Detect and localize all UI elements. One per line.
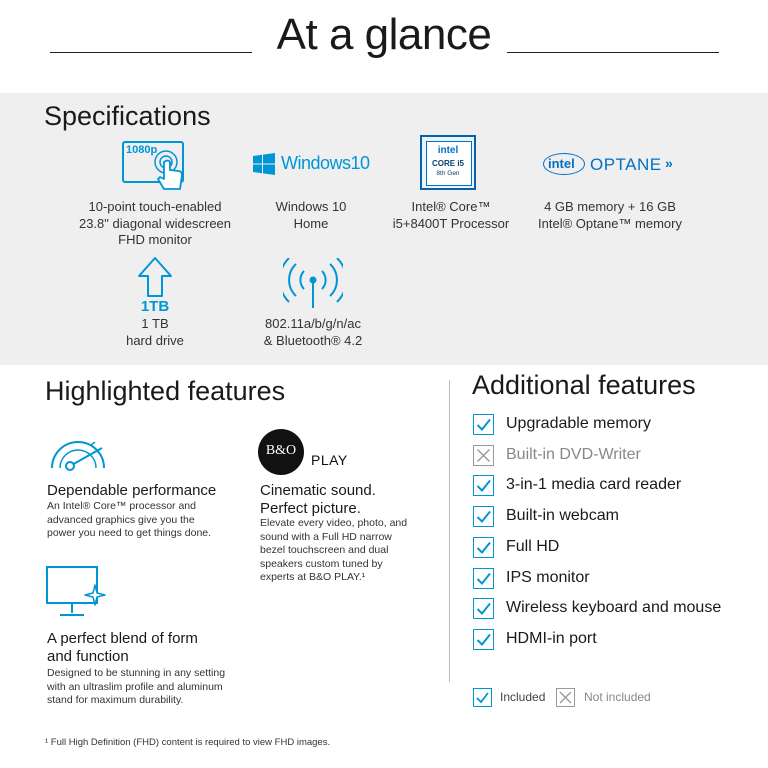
additional-feature-item (473, 506, 763, 530)
additional-feature-label: Wireless keyboard and mouse (506, 599, 722, 617)
monitor-sparkle-icon (45, 565, 107, 621)
optane-logo-text: OPTANE (590, 155, 662, 174)
bo-logo (258, 429, 304, 475)
x-icon (473, 445, 494, 466)
feature-heading-sound: Cinematic sound. Perfect picture. (260, 482, 376, 517)
additional-feature-item (473, 445, 763, 469)
spec-caption-memory: 4 GB memory + 16 GB Intel® Optane™ memory (538, 199, 682, 231)
optane-chevrons-icon: » (665, 155, 673, 171)
highlighted-features-title: Highlighted features (45, 376, 286, 406)
spec-caption-windows: Windows 10 Home (275, 199, 347, 231)
specifications-title: Specifications (44, 101, 211, 131)
check-icon (473, 475, 494, 496)
spec-caption-storage: 1 TB hard drive (126, 316, 184, 348)
legend-x-icon (556, 688, 575, 707)
upload-arrow-icon (137, 256, 173, 298)
additional-feature-item (473, 568, 763, 592)
intel-core-i5-badge (420, 135, 476, 190)
check-icon (473, 506, 494, 527)
feature-body-performance: An Intel® Core™ processor and advanced graphics give you the power you need to get things done. (47, 500, 212, 539)
storage-badge: 1TB (140, 298, 170, 315)
feature-body-design: Designed to be stunning in any setting with an ultraslim profile and aluminum stand for maximum durability. (47, 667, 226, 706)
legend-included-label: Included (500, 690, 546, 704)
additional-feature-label: 3-in-1 media card reader (506, 476, 682, 494)
feature-body-sound: Elevate every video, photo, and sound with a Full HD narrow bezel touchscreen and dual speakers custom tuned by experts at B&O PLAY.¹ (260, 517, 408, 583)
bo-logo-text: B&O (265, 443, 297, 458)
bo-play-text: PLAY (311, 452, 348, 468)
wireless-icon (283, 258, 343, 310)
check-icon (473, 537, 494, 558)
legend (473, 688, 763, 708)
intel-badge-brand: intel (437, 145, 459, 156)
windows-icon (253, 153, 275, 175)
additional-feature-label: Full HD (506, 537, 560, 555)
footnote: ¹ Full High Definition (FHD) content is required to view FHD images. (45, 737, 331, 748)
spec-caption-wireless: 802.11a/b/g/n/ac & Bluetooth® 4.2 (263, 316, 363, 348)
legend-check-icon (473, 688, 492, 707)
additional-feature-item (473, 537, 763, 561)
intel-badge-gen: 8th Gen (436, 170, 460, 177)
windows-logo-text: Windows10 (281, 153, 370, 173)
additional-feature-item (473, 414, 763, 438)
additional-feature-item (473, 475, 763, 499)
windows-logo (253, 153, 378, 177)
additional-feature-label: HDMI-in port (506, 629, 597, 647)
specifications-section (0, 93, 768, 365)
additional-feature-label: IPS monitor (506, 568, 590, 586)
legend-not-included-label: Not included (584, 690, 651, 704)
feature-heading-performance: Dependable performance (47, 482, 217, 499)
additional-feature-label: Built-in DVD-Writer (506, 445, 641, 463)
additional-features-title: Additional features (472, 370, 696, 400)
feature-heading-design: A perfect blend of form and function (47, 630, 198, 665)
intel-badge-model: CORE i5 (431, 159, 464, 168)
additional-feature-label: Upgradable memory (506, 415, 651, 432)
column-divider (449, 380, 450, 682)
check-icon (473, 568, 494, 589)
check-icon (473, 414, 494, 435)
spec-caption-display: 10-point touch-enabled 23.8" diagonal widescreen FHD monitor (78, 199, 232, 247)
intel-optane-logo (543, 151, 683, 181)
header-rule-right (507, 52, 719, 53)
additional-feature-item (473, 629, 763, 653)
additional-feature-label: Built-in webcam (506, 507, 619, 525)
check-icon (473, 598, 494, 619)
intel-logo-text: intel (548, 156, 575, 171)
page-title: At a glance (276, 10, 492, 59)
spec-caption-processor: Intel® Core™ i5+8400T Processor (392, 199, 510, 231)
check-icon (473, 629, 494, 650)
additional-feature-item (473, 598, 763, 622)
resolution-badge: 1080p (126, 144, 158, 156)
speedometer-icon (47, 430, 109, 474)
